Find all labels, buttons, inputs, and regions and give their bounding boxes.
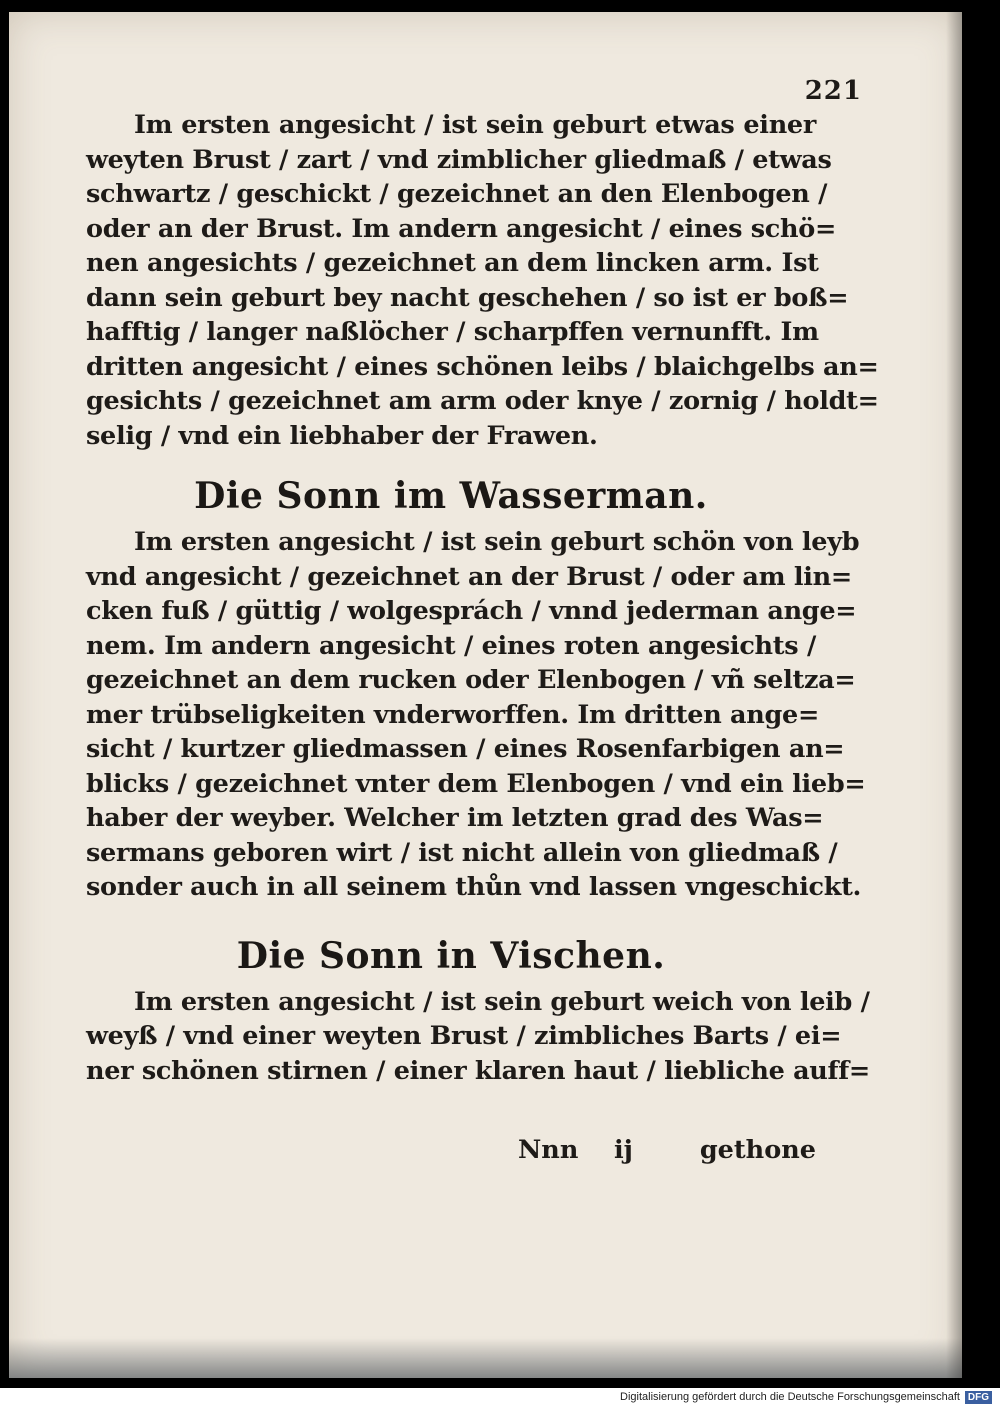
footer-credit: Digitalisierung gefördert durch die Deutsche Forschungsgemeinschaft — [620, 1391, 960, 1403]
text-line: ner schönen stirnen / einer klaren haut / liebliche auff= — [86, 1055, 870, 1086]
text-line: Im ersten angesicht / ist sein geburt etwas einer — [134, 110, 816, 140]
page-number: 221 — [804, 76, 862, 106]
text-line: schwartz / geschickt / gezeichnet an den Elenbogen / — [86, 179, 828, 209]
text-line: Im ersten angesicht / ist sein geburt schön von leyb — [134, 527, 860, 557]
text-line: dann sein geburt bey nacht geschehen / so ist er boß= — [86, 282, 849, 313]
text-line: gezeichnet an dem rucken oder Elenbogen / vñ seltza= — [86, 665, 856, 695]
text-line: cken fuß / güttig / wolgesprách / vnnd jederman ange= — [86, 596, 857, 626]
text-line: selig / vnd ein liebhaber der Frawen. — [86, 420, 598, 451]
text-line: mer trübseligkeiten vnderworffen. Im dritten ange= — [86, 699, 820, 730]
text-line: sonder auch in all seinem thůn vnd lassen vngeschickt. — [86, 872, 862, 902]
catchword-line — [86, 1135, 816, 1171]
text-line: sermans geboren wirt / ist nicht allein von gliedmaß / — [86, 837, 838, 868]
dfg-logo-icon: DFG — [965, 1391, 992, 1404]
text-line: Im ersten angesicht / ist sein geburt weich von leib / — [134, 986, 870, 1017]
text-line: nem. Im andern angesicht / eines roten angesichts / — [86, 630, 816, 661]
text-line: blicks / gezeichnet vnter dem Elenbogen / vnd ein lieb= — [86, 768, 866, 799]
text-line: nen angesichts / gezeichnet an dem lincken arm. Ist — [86, 248, 819, 278]
text-line: weyten Brust / zart / vnd zimblicher gliedmaß / etwas — [86, 144, 832, 175]
signature-number: ij — [614, 1135, 633, 1165]
section-heading: Die Sonn in Vischen. — [236, 934, 666, 977]
text-line: gesichts / gezeichnet am arm oder knye / zornig / holdt= — [86, 386, 879, 416]
page-text — [86, 108, 879, 1088]
signature-mark: Nnn — [518, 1135, 579, 1165]
section-wasserman — [86, 467, 866, 905]
catchword: gethone — [699, 1135, 816, 1165]
text-line: vnd angesicht / gezeichnet an der Brust / oder am lin= — [86, 561, 852, 592]
text-line: dritten angesicht / eines schönen leibs / blaichgelbs an= — [86, 351, 879, 382]
text-line: sicht / kurtzer gliedmassen / eines Rosenfarbigen an= — [86, 734, 845, 764]
text-line: hafftig / langer naßlöcher / scharpffen vernunfft. Im — [86, 317, 819, 347]
section-intro — [86, 108, 879, 453]
text-line: oder an der Brust. Im andern angesicht / eines schö= — [86, 213, 837, 244]
text-line: haber der weyber. Welcher im letzten grad des Was= — [86, 803, 824, 833]
section-heading: Die Sonn im Wasserman. — [194, 475, 708, 517]
text-line: weyß / vnd einer weyten Brust / zimbliches Barts / ei= — [86, 1021, 842, 1051]
page-edge-shadow — [946, 12, 962, 1378]
section-vischen — [86, 927, 870, 1089]
